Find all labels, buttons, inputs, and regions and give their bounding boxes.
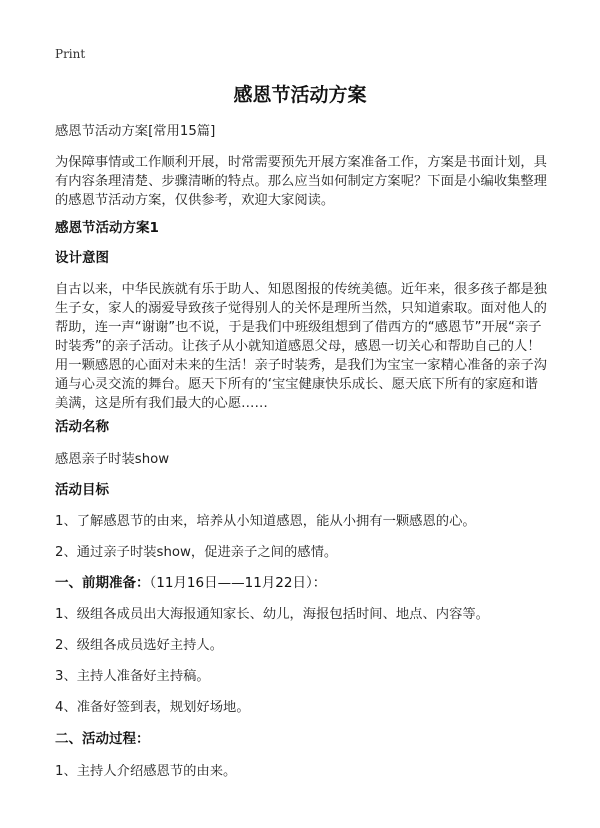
prep-heading-dates: （11月16日——11月22日）： (149, 575, 327, 591)
prep-item-4: 4、准备好签到表，规划好场地。 (55, 700, 250, 715)
doc-subtitle: 感恩节活动方案[常用15篇] (55, 124, 216, 139)
goal-heading: 活动目标 (55, 482, 109, 498)
prep-heading (55, 574, 547, 593)
intro-paragraph: 为保障事情或工作顺利开展，时常需要预先开展方案准备工作，方案是书面计划，具有内容条理清楚、步骤清晰的特点。那么应当如何制定方案呢？下面是小编收集整理的感恩节活动方案，仅供参考，欢迎大家阅读。 (55, 155, 547, 208)
prep-item-3: 3、主持人准备好主持稿。 (55, 669, 210, 684)
design-paragraph: 自古以来，中华民族就有乐于助人、知恩图报的传统美德。近年来，很多孩子都是独生子女，家人的溺爱导致孩子觉得别人的关怀是理所当然，只知道索取。面对他人的帮助，连一声“谢谢”也不说，于是我们中班级组想到了借西方的“感恩节”开展“亲子时装秀”的亲子活动。让孩子从小就知道感恩父母，感恩一切关心和帮助自己的人！用一颗感恩的心面对未来的生活！亲子时装秀，是我们为宝宝一家精心准备的亲子沟通与心灵交流的舞台。愿天下所有的‘宝宝健康快乐成长、愿天底下所有的家庭和谐美满，这是所有我们最大的心愿…… (55, 282, 547, 411)
design-heading: 设计意图 (55, 250, 109, 266)
process-heading: 二、活动过程： (55, 731, 150, 747)
process-item-1: 1、主持人介绍感恩节的由来。 (55, 764, 237, 779)
name-paragraph: 感恩亲子时装show (55, 452, 170, 467)
page-title: 感恩节活动方案 (233, 84, 367, 106)
prep-item-2: 2、级组各成员选好主持人。 (55, 638, 224, 653)
prep-heading-label: 一、前期准备： (55, 575, 150, 591)
name-heading: 活动名称 (55, 419, 109, 435)
prep-item-1: 1、级组各成员出大海报通知家长、幼儿，海报包括时间、地点、内容等。 (55, 607, 489, 622)
print-link[interactable]: Print (55, 47, 86, 61)
goal-item-1: 1、了解感恩节的由来，培养从小知道感恩，能从小拥有一颗感恩的心。 (55, 514, 476, 529)
section1-heading: 感恩节活动方案1 (55, 220, 159, 236)
goal-item-2: 2、通过亲子时装show，促进亲子之间的感情。 (55, 545, 338, 560)
